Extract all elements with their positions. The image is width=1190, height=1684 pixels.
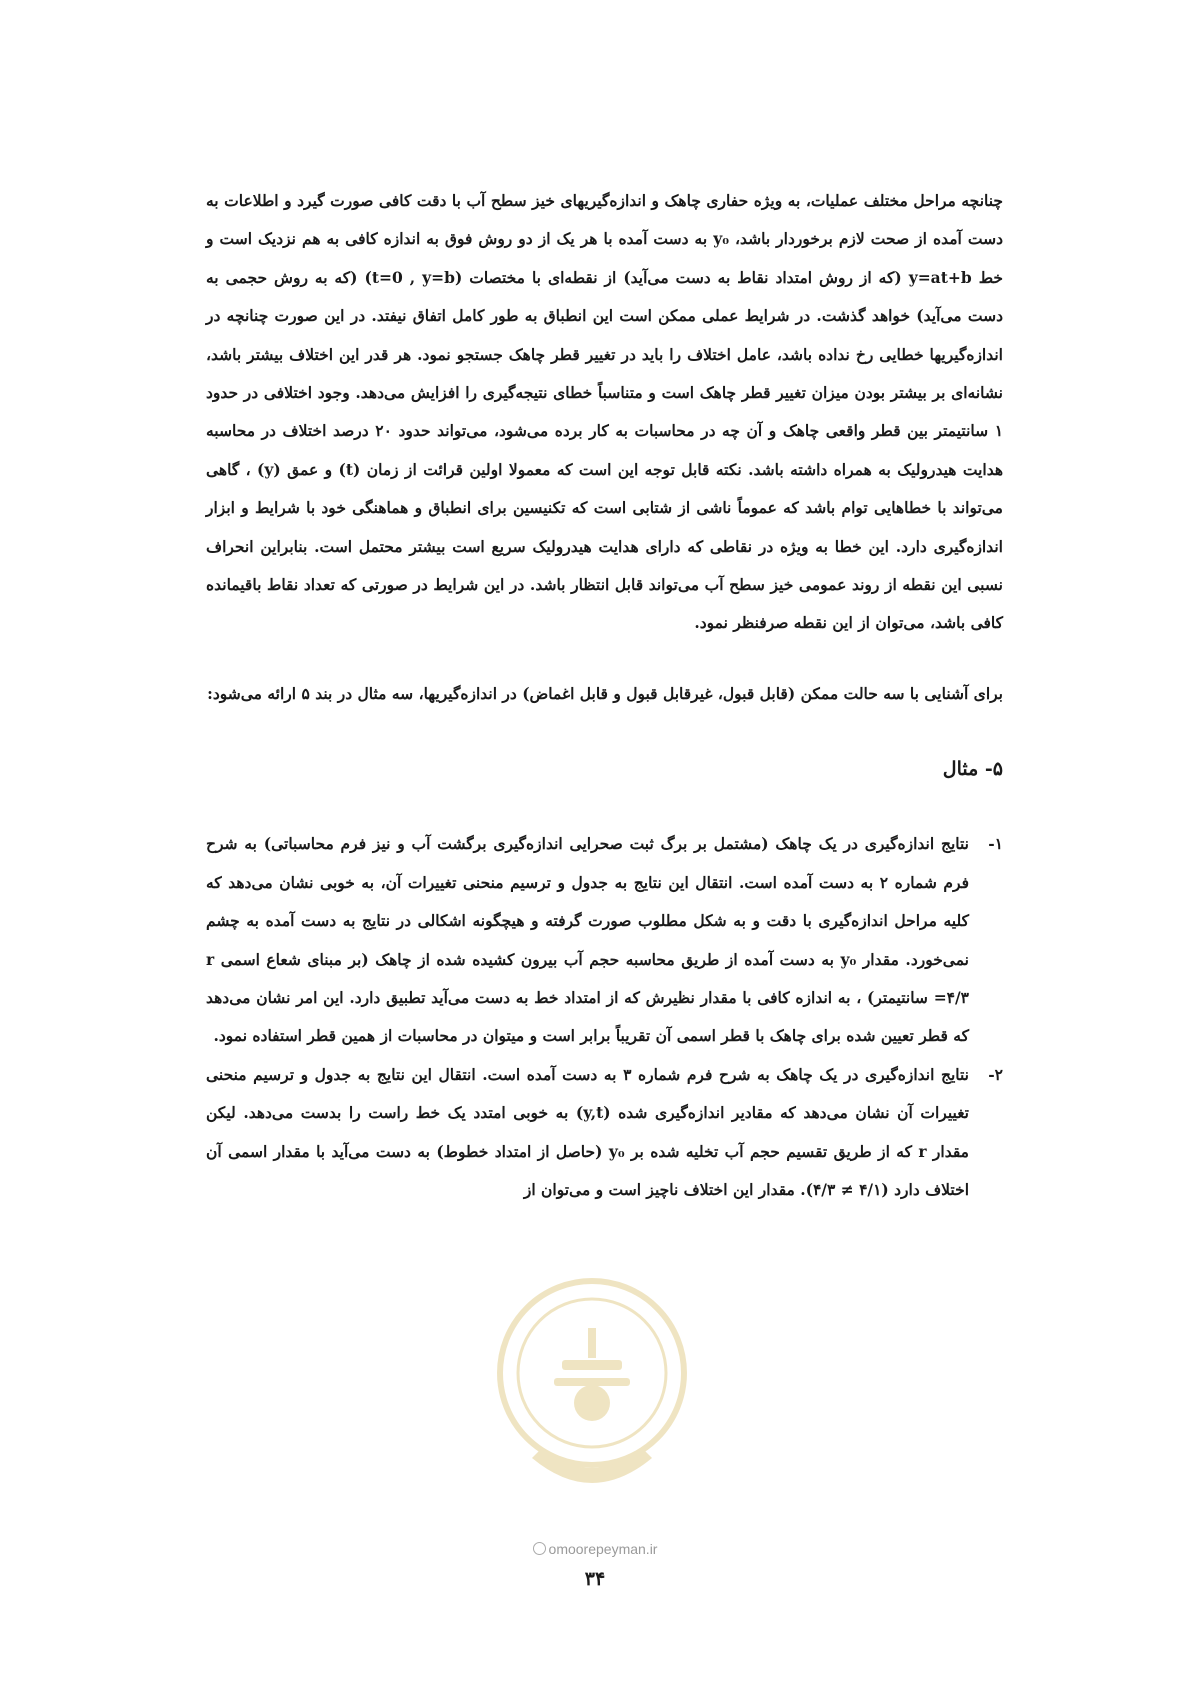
page-number: ۳۴ — [584, 1568, 606, 1590]
watermark-seal-icon — [492, 1268, 692, 1498]
list-item-number: ۱- — [988, 834, 1003, 854]
paragraph-examples-intro: برای آشنایی با سه حالت ممکن (قابل قبول، غیرقابل قبول و قابل اغماض) در اندازه‌گیریها، سه مثال در بند ۵ ارائه می‌شود: — [207, 683, 1003, 703]
list-item-text: نتایج اندازه‌گیری در یک چاهک (مشتمل بر برگ ثبت صحرایی اندازه‌گیری برگشت آب و نیز فرم محاسباتی) به شرح فرم شماره ۲ به دست آمده است. انتقال این نتایج به جدول و ترسیم منحنی تغییرات آن، به خوبی نشان می‌دهد که کلیه مراحل اندازه‌گیری با دقت و به شکل مطلوب صورت گرفته و هیچگونه اشکالی در نتایج به دست آمده به چشم نمی‌خورد. مقدار y₀ به دست آمده از طریق محاسبه حجم آب بیرون کشیده شده از چاهک (بر مبنای شعاع اسمی r =۴/۳ سانتیمتر) ، به اندازه کافی با مقدار نظیرش که از امتداد خط به دست می‌آید تطبیق دارد. این امر نشان می‌دهد که قطر تعیین شده برای چاهک با قطر اسمی آن تقریباً برابر است و میتوان در محاسبات از همین قطر استفاده نمود. — [206, 834, 969, 1046]
body-text — [206, 182, 1003, 1209]
paragraph-measurement-errors: چنانچه مراحل مختلف عملیات، به ویژه حفاری چاهک و اندازه‌گیریهای خیز سطح آب با دقت کافی صورت گیرد و اطلاعات به دست آمده از صحت لازم برخوردار باشد، y₀ به دست آمده با هر یک از دو روش فوق به اندازه کافی به هم نزدیک است و خط y=at+b (که از روش امتداد نقاط به دست می‌آید) از نقطه‌ای با مختصات (t=0 , y=b) (که به روش حجمی به دست می‌آید) خواهد گذشت. در شرایط عملی ممکن است این انطباق به طور کامل اتفاق نیفتد. در این صورت چنانچه در اندازه‌گیریها خطایی رخ نداده باشد، عامل اختلاف را باید در تغییر قطر چاهک جستجو نمود. هر قدر این اختلاف بیشتر باشد، نشانه‌ای بر بیشتر بودن میزان تغییر قطر چاهک است و متناسباً خطای نتیجه‌گیری را افزایش می‌دهد. وجود اختلافی در حدود ۱ سانتیمتر بین قطر واقعی چاهک و آن چه در محاسبات به کار برده می‌شود، می‌تواند حدود ۲۰ درصد اختلاف در محاسبه هدایت هیدرولیک به همراه داشته باشد. نکته قابل توجه این است که معمولا اولین قرائت از زمان (t) و عمق (y) ، گاهی می‌تواند با خطاهایی توام باشد که عموماً ناشی از شتابی است که تکنیسین برای انطباق و هماهنگی خود با شرایط و ابزار اندازه‌گیری دارد. این خطا به ویژه در نقاطی که دارای هدایت هیدرولیک سریع است بیشتر محتمل است. بنابراین انحراف نسبی این نقطه از روند عمومی خیز سطح آب می‌تواند قابل انتظار باشد. در این شرایط در صورتی که تعداد نقاط باقیمانده کافی باشد، می‌توان از این نقطه صرفنظر نمود. — [206, 191, 1004, 633]
list-item — [206, 825, 1003, 1055]
section-heading: ۵- مثال — [942, 758, 1003, 781]
list-item-number: ۲- — [988, 1064, 1003, 1084]
watermark-site-text: omoorepeyman.ir — [548, 1541, 658, 1557]
list-item — [206, 1056, 1003, 1210]
watermark-site — [0, 1541, 1190, 1557]
instagram-icon — [533, 1542, 546, 1555]
examples-list — [206, 825, 1003, 1209]
list-item-text: نتایج اندازه‌گیری در یک چاهک به شرح فرم شماره ۳ به دست آمده است. انتقال این نتایج به جدول و ترسیم منحنی تغییرات آن نشان می‌دهد که مقادیر اندازه‌گیری شده (y,t) به خوبی امتدد یک خط راست را بدست می‌دهد. لیکن مقدار r که از طریق تقسیم حجم آب تخلیه شده بر y₀ (حاصل از امتداد خطوط) به دست می‌آید با مقدار اسمی آن اختلاف دارد (۴/۱ ≠ ۴/۳). مقدار این اختلاف ناچیز است و می‌توان از — [206, 1064, 969, 1199]
